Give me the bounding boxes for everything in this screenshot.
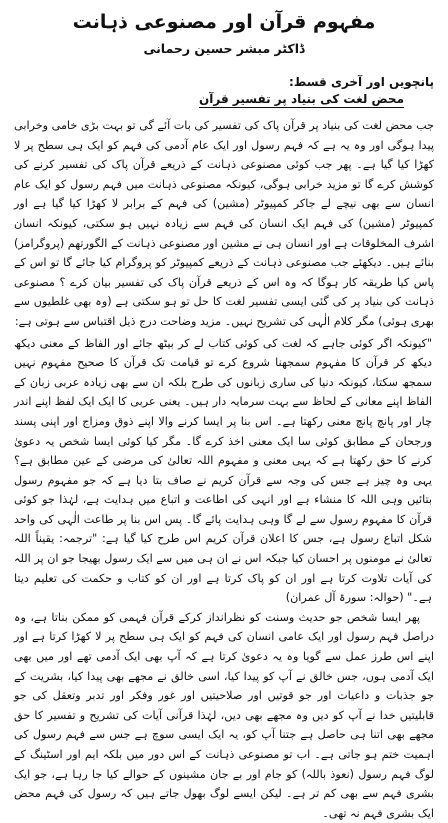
article-title: مفہوم قرآن اور مصنوعی ذہانت bbox=[72, 11, 376, 33]
author-name: ڈاکٹر مبشر حسین رحمانی bbox=[143, 41, 305, 56]
section-heading bbox=[14, 91, 434, 108]
quote-paragraph: "کیونکہ اگر کوئی جاہے کہ لغت کی کوئی کتاب لے کر بیٹھ جائے اور الفاظ کے معنی دیکھ دیکھ کر قرآن کا مفہوم سمجھنا شروع کرے تو قیامت تک قرآن کا صحیح مفہوم نہیں سمجھ سکتا، کیونکہ دنیا کی ساری زبانوں کی طرح بلکہ ان سے بھی زیادہ عربی زبان کے الفاظ اپنے معانی کے لحاظ سے بہت سرمایہ دار ہیں۔ یعنی عربی کا ایک ایک لفظ اپنے اندر چار اور پانچ پانچ معنی رکھتا ہے۔ اس بنا پر ایسا کرنے والا اپنے ذوق ومزاج اور اپنی پسند ورجحان کے مطابق کوئی سا ایک معنی اخذ کرے گا۔ مگر کیا کوئی ایسا شخص یہ دعویٰ کرنے کا حق رکھتا ہے کہ یہی معنی و مفہوم اللہ تعالیٰ کی مرضی کے عین مطابق ہے؟ یہی وہ چیز ہے جس کی وجہ سے قرآن کریم نے صاف بتا دیا ہے کہ جو مفہوم رسول بتائیں وہی اللہ کا منشاء ہے اور انہی کی اطاعت و اتباع میں ہدایت ہے، لہٰذا جو کوئی قرآن کا مفہوم رسول سے لے گا وہی ہدایت پائے گا۔ پس اس بنا پر طاعت الٰہی کی واحد شکل اتباع رسول ہے، جس کا اعلان قرآن کریم اس طرح کیا گیا ہے: "ترجمہ: یقیناً اللہ تعالیٰ نے مومنوں پر احسان کیا جبکہ اس نے ان ہی میں سے ایک رسول بھیجا جو ان پر اللہ کی آیات تلاوت کرتا ہے اور ان کو پاک کرتا ہے اور ان کو کتاب و حکمت کی تعلیم دیتا ہے۔" (حوالہ: سورۃ آل عمران) bbox=[14, 336, 432, 605]
installment-label: پانچویں اور آخری قسط: bbox=[289, 75, 434, 89]
section-heading-text: محض لغت کی بنیاد پر تفسیر قرآن bbox=[199, 92, 404, 106]
body-paragraph-1: جب محض لغت کی بنیاد پر قرآن پاک کی تفسیر کی بات آئے گی تو بہت بڑی خامی وخرابی پیدا ہوگی اور وہ یہ ہے کہ فہم رسول اور ایک عام آدمی کی فہم کو ایک ہی سطح پر لا کھڑا کیا گیا ہے۔ پھر جب کوئی مصنوعی ذہانت کے ذریعے قرآن پاک کی تفسیر کرنے کی کوشش کرے گا تو مزید خرابی ہوگی، کیونکہ مصنوعی ذہانت میں فہم رسول کو ایک عام انسان سے بھی نیچے لے جاکر کمپیوٹر (مشین) کی فہم کے برابر لا کھڑا کیا گیا ہے اور کمپیوٹر (مشین) کی فہم ایک انسان کی فہم سے زیادہ نہیں ہو سکتی، کیونکہ انسان اشرف المخلوقات ہے اور انسان ہی نے مشین اور مصنوعی ذہانت کے الگورتھم (پروگرامز) بنائے ہیں۔ دیکھئے جب مصنوعی ذہانت کے ذریعے کمپیوٹر کو پروگرام کیا جائے گا تو اس کے پاس کیا طریقہ کار ہوگا کہ وہ اس کے ذریعے قرآن پاک کی تفسیر بیان کرے ؟ مصنوعی ذہانت کی بنیاد پر کی گئی ایسی تفسیر لغت کا حل تو ہو سکتی ہے (وہ بھی غلطیوں سے بھری ہوئی) مگر کلام الٰہی کی تشریح نہیں۔ مزید وضاحت درج ذیل اقتباس سے ہوتی ہے: bbox=[14, 119, 434, 328]
body-paragraph-3: پھر ایسا شخص جو حدیث وسنت کو نظرانداز کرکے قرآن فہمی کو ممکن بناتا ہے، وہ دراصل فہم رسول اور ایک عامی انسان کی فہم کو ایک ہی سطح پر لا کھڑا کرتا ہے اور اپنے اس طرز عمل سے گویا وہ یہ دعویٰ کرتا ہے کہ آپ بھی ایک آدمی تھے اور میں بھی ایک آدمی ہوں، جس خالق نے آپ کو پیدا کیا، اسی خالق نے مجھے بھی پیدا کیا، بشریت کے جو جذبات و داعیات اور جو قوتیں اور صلاحیتیں اور غور وفکر اور تدبر وتعقل کی جو قابلیتیں خدا نے آپ کو دیں وہ مجھے بھی دیں، لہٰذا قرآنی آیات کی تشریح و تفسیر کا حق مجھے بھی اتنا ہی حاصل ہے جتنا آپ کو، یہ ایک ایسی سوچ ہے جس سے فہم رسول کی اہمیت ختم ہو جاتی ہے۔ اب تو مصنوعی ذہانت کے اس دور میں بلکہ ایم اور اسٹینگ کے لوگ فہم رسول (نعوذ باللہ) کو جام اور بے جان مشینوں کے حوالے کیا جا رہا ہے، جو ایک بشری فہم سے بھی کم تر ہے۔ لیکن ایسے لوگ بھول جاتے ہیں کہ رسول کی فہم محض ایک بشری فہم نہ تھی۔ bbox=[14, 610, 434, 820]
